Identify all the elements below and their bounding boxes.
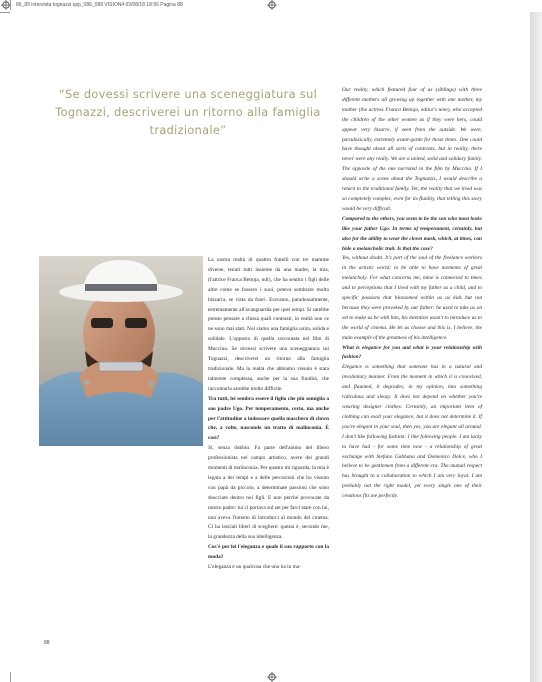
pull-quote: “Se dovessi scrivere una sceneggiatura sul Tognazzi, descriverei un ritorno alla famiglia tradizionale” bbox=[55, 88, 321, 137]
body-paragraph: Elegance is something that someone has in a natural and involuntary manner. From the moment in which it is conceived, and flaunted, it degrades; in my opinion, into something ridiculous and sleazy. It does not depend on whether you're wearing designer clothes. Certainly, an important item of clothing can exalt your elegance, but it does not determine it. If you're elegant in your soul, then yes, you are elegant all around. I don't like following fashion: I like following people. I am lucky to have had - for some time now - a relationship of great exchange with Stefano Gabbana and Domenico Dolce, who I believe to be gentlemen from a different era. The mutual respect has brought to a collaboration to which I am very loyal. I am probably not the right model, yet every single one of their creations fits me perfectly. bbox=[342, 364, 482, 500]
registration-mark-icon bbox=[267, 0, 277, 10]
body-paragraph: Sì, senza dubbio. Fa parte dell'animo del libero professionista nel campo artistico, avere dei grandi momenti di malinconia. Per quanto mi riguarda, la mia è legata a dei tempi e a delle percezioni che ho vissuto con papà da piccolo, a determinate passioni che sono sbocciate dentro noi figli. E non perché provocate da nostro padre: lui ci portava sul set per farci stare con lui, non aveva l'intento di introdurci al mondo del cinema. Ci ha lasciati liberi di scegliere: questa è, secondo me, la grandezza della sua intelligenza. bbox=[208, 445, 329, 541]
page-gutter-shadow bbox=[530, 12, 542, 682]
print-slug: 86_89 intervista tognazzi.qxp_086_089 VISION4 03/08/18 18:56 Pagina 88 bbox=[0, 0, 542, 10]
interview-question: Compared to the others, you seem to be the son who most looks like your father Ugo. In terms of temperament, certainly, but also for the ability to wear the clown mask, which, at times, can hide a melancholic trait. Is that the case? bbox=[342, 215, 482, 252]
portrait-photo bbox=[39, 256, 203, 446]
body-paragraph: L'eleganza è un qualcosa che uno ha in ma- bbox=[208, 564, 301, 571]
english-column bbox=[342, 86, 482, 502]
body-paragraph: Our reality, which featured four of us (siblings) with three different mothers all growing up together with one mother, my mother (the actress Franca Bettoja, editor's note), who accepted the children of the other women as if they were hers, could appear very bizarre, if seen from the outside. We were, paradoxically, extremely avant-garde for those times. One could have thought about all sorts of contrasts, but in reality, there never were any really. We are a united, solid and solidary family. The opposite of the one narrated in the film by Muccino. If I should write a scene about the Tognazzis, I would describe a return to the traditional family. Yet, the reality that we lived was so completely complex, even for its fluidity, that telling this story would be very difficult. bbox=[342, 87, 482, 212]
registration-mark-icon bbox=[267, 672, 277, 682]
body-paragraph: Yes, without doubt. It's part of the soul of the freelance workers in the artistic world; to be able to have moments of great melancholy. For what concerns me, mine is connected to times and to perceptions that I lived with my father as a child, and to specific passions that blossomed within us as kids but not because they were provoked by our father: he used to take us on set to make us be with him, his intention wasn't to introduce us to the world of cinema. He let us choose and this is, I believe, the main example of the greatness of his intelligence. bbox=[342, 255, 482, 341]
crop-mark bbox=[10, 0, 11, 10]
italian-column bbox=[208, 256, 329, 573]
interview-question: Tra tutti, lei sembra essere il figlio che più somiglia a suo padre Ugo. Per temperamento, certo, ma anche per l'attitudine a indossare quella maschera di clown che, a volte, nasconde un tratto di malinconia. È così? bbox=[208, 395, 329, 442]
crop-mark bbox=[0, 12, 10, 13]
interview-question: Cos'è per lei l'eleganza e quale il suo rapporto con la moda? bbox=[208, 544, 329, 561]
crop-mark bbox=[10, 672, 11, 682]
body-paragraph: La nostra realtà di quattro fratelli con tre mamme diverse, tenuti tutti insieme da una madre, la mia, (l'attrice Franca Bettoja, ndr), che ha sentito i figli delle altre come se fossero i suoi, poteva sembrare molto bizzarra, se vista da fuori. Eravamo, paradossalmente, estremamente all'avanguardia per quei tempi. Si sarebbe potuto pensare a chissà quali contrasti, in realtà non ce ne sono mai stati. Noi siamo una famiglia unita, solida e solidale. L'opposto di quella raccontata nel film di Muccino. Se dovessi scrivere una sceneggiatura sui Tognazzi, descriverei un ritorno alla famiglia tradizionale. Ma la realtà che abbiamo vissuto è stata talmente complessa, anche per la sua fluidità, che raccontarla sarebbe molto difficile. bbox=[208, 257, 329, 392]
page-number: 88 bbox=[44, 640, 50, 646]
interview-question: What is elegance for you and what is your relationship with fashion? bbox=[342, 344, 482, 361]
